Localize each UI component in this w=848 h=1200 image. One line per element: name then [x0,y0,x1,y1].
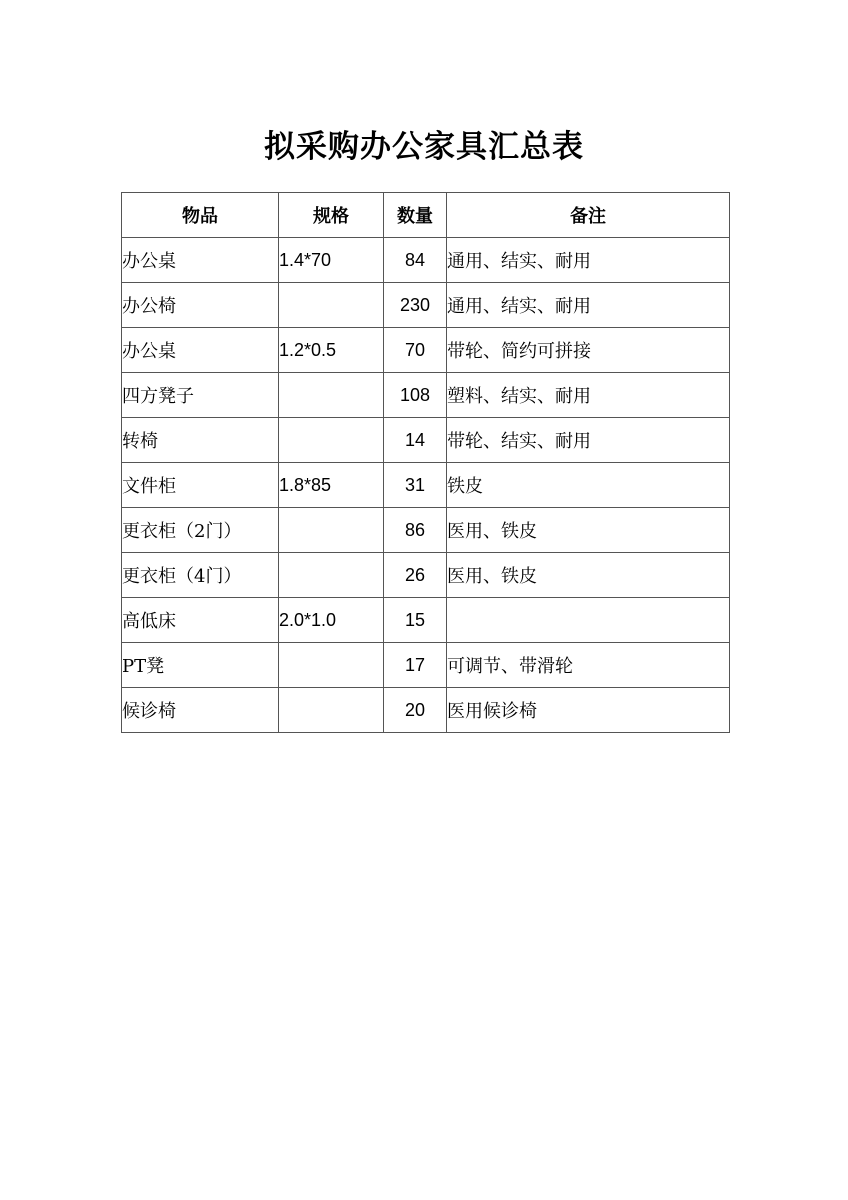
table-row [122,553,730,598]
furniture-summary-table [121,192,730,733]
cell-spec [279,418,384,463]
table-header [122,193,730,238]
cell-qty: 31 [384,463,447,508]
cell-item: 办公桌 [122,238,279,283]
header-note: 备注 [447,193,730,238]
cell-qty: 230 [384,283,447,328]
cell-item: 办公桌 [122,328,279,373]
cell-spec [279,688,384,733]
cell-note: 医用、铁皮 [447,508,730,553]
cell-item: 文件柜 [122,463,279,508]
cell-qty: 20 [384,688,447,733]
cell-qty: 86 [384,508,447,553]
header-qty: 数量 [384,193,447,238]
header-item: 物品 [122,193,279,238]
header-row [122,193,730,238]
cell-item: 更衣柜（4门） [122,553,279,598]
cell-note: 医用、铁皮 [447,553,730,598]
cell-note: 通用、结实、耐用 [447,238,730,283]
cell-spec: 1.2*0.5 [279,328,384,373]
cell-spec [279,508,384,553]
cell-qty: 70 [384,328,447,373]
table-row [122,598,730,643]
page-title: 拟采购办公家具汇总表 [264,129,584,165]
table-row [122,238,730,283]
cell-item: 四方凳子 [122,373,279,418]
table-row [122,463,730,508]
cell-qty: 84 [384,238,447,283]
cell-qty: 26 [384,553,447,598]
table-row [122,373,730,418]
cell-spec: 2.0*1.0 [279,598,384,643]
cell-item: 高低床 [122,598,279,643]
cell-item: 转椅 [122,418,279,463]
cell-spec [279,643,384,688]
cell-item: 更衣柜（2门） [122,508,279,553]
cell-note [447,598,730,643]
header-spec: 规格 [279,193,384,238]
cell-qty: 15 [384,598,447,643]
cell-note: 通用、结实、耐用 [447,283,730,328]
cell-item: PT凳 [122,643,279,688]
cell-spec [279,373,384,418]
cell-spec [279,283,384,328]
cell-spec: 1.4*70 [279,238,384,283]
table-row [122,643,730,688]
cell-note: 带轮、结实、耐用 [447,418,730,463]
table-body [122,238,730,733]
cell-note: 医用候诊椅 [447,688,730,733]
cell-item: 候诊椅 [122,688,279,733]
table-row [122,283,730,328]
cell-note: 铁皮 [447,463,730,508]
cell-note: 带轮、简约可拼接 [447,328,730,373]
cell-qty: 108 [384,373,447,418]
table-row [122,418,730,463]
cell-item: 办公椅 [122,283,279,328]
cell-qty: 14 [384,418,447,463]
cell-qty: 17 [384,643,447,688]
table-row [122,688,730,733]
table-row [122,328,730,373]
table-row [122,508,730,553]
cell-spec: 1.8*85 [279,463,384,508]
cell-note: 可调节、带滑轮 [447,643,730,688]
cell-spec [279,553,384,598]
cell-note: 塑料、结实、耐用 [447,373,730,418]
